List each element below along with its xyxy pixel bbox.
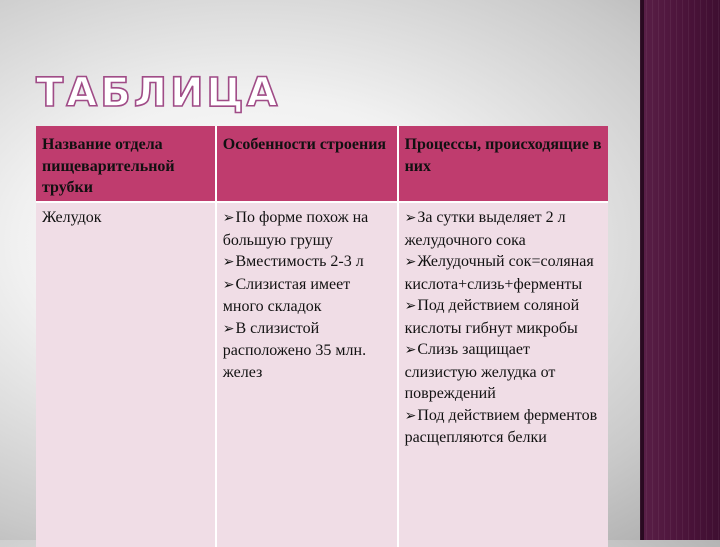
cell-section: Желудок <box>36 202 216 547</box>
cell-structure <box>216 202 398 547</box>
structure-item: ➢ В слизистой расположено 35 млн. желез <box>223 318 391 384</box>
process-item: ➢ За сутки выделяет 2 л желудочного сока <box>405 207 602 251</box>
header-structure: Особенности строения <box>216 126 398 202</box>
slide-title: ТАБЛИЦА <box>36 70 281 116</box>
structure-item: ➢ Слизистая имеет много складок <box>223 274 391 318</box>
process-item: ➢ Под действием соляной кислоты гибнут микробы <box>405 295 602 339</box>
process-item: ➢ Под действием ферментов расщепляются белки <box>405 405 602 449</box>
table-header-row <box>36 126 608 202</box>
table-row <box>36 202 608 547</box>
decorative-side-band <box>640 0 720 540</box>
structure-item: ➢ Вместимость 2-3 л <box>223 251 391 274</box>
process-item: ➢ Желудочный сок=соляная кислота+слизь+ферменты <box>405 251 602 295</box>
header-section: Название отдела пищеварительной трубки <box>36 126 216 202</box>
band-stripes <box>640 0 720 540</box>
digestive-table <box>36 126 608 547</box>
structure-item: ➢ По форме похож на большую грушу <box>223 207 391 251</box>
cell-processes <box>398 202 608 547</box>
process-item: ➢ Слизь защищает слизистую желудка от повреждений <box>405 339 602 405</box>
header-processes: Процессы, происходящие в них <box>398 126 608 202</box>
